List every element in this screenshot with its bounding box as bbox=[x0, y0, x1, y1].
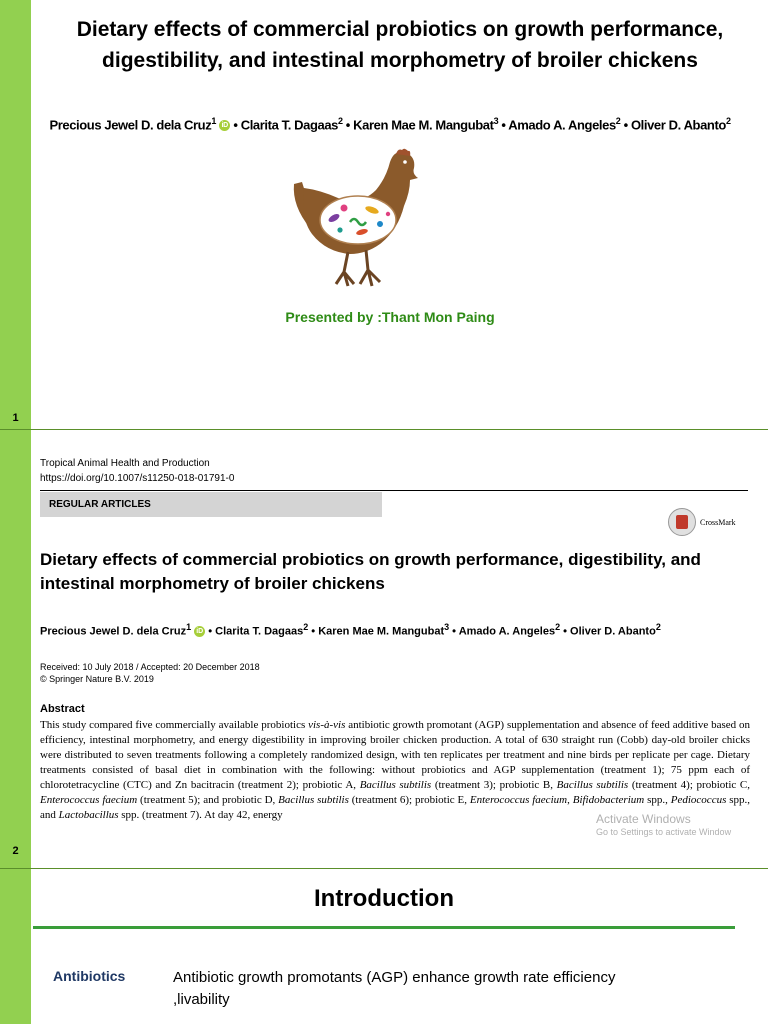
author-separator: • bbox=[205, 625, 216, 638]
title-underline bbox=[33, 926, 735, 929]
section-band: REGULAR ARTICLES bbox=[40, 492, 382, 517]
author-separator: • bbox=[342, 117, 354, 133]
slide-number: 1 bbox=[12, 412, 19, 424]
article-title: Dietary effects of commercial probiotics on growth performance, digestibility, and intestinal morphometry of broiler chickens bbox=[40, 550, 701, 593]
author-separator: • bbox=[308, 625, 319, 638]
author-name: Clarita T. Dagaas bbox=[240, 117, 338, 133]
slide-2[interactable] bbox=[0, 430, 768, 868]
topic-text: Antibiotic growth promotants (AGP) enhance growth rate efficiency ,livability bbox=[173, 969, 616, 1008]
author-separator: • bbox=[498, 117, 509, 133]
received-dates: Received: 10 July 2018 / Accepted: 20 December 2018 bbox=[40, 662, 260, 672]
slide-number: 2 bbox=[12, 845, 19, 857]
author-name: Precious Jewel D. dela Cruz bbox=[49, 117, 212, 133]
header-rule bbox=[40, 490, 748, 491]
presenter-credit: Presented by :Thant Mon Paing bbox=[285, 309, 495, 325]
author-affiliation: 2 bbox=[655, 622, 661, 632]
crossmark-badge[interactable] bbox=[668, 508, 736, 536]
doi-link[interactable]: https://doi.org/10.1007/s11250-018-01791-0 bbox=[40, 473, 235, 484]
author-name: Karen Mae M. Mangubat bbox=[318, 625, 445, 638]
author-separator: • bbox=[620, 117, 631, 133]
slide-title: Introduction bbox=[314, 885, 454, 912]
chicken-illustration bbox=[290, 148, 420, 290]
author-separator: • bbox=[449, 625, 459, 638]
author-name: Amado A. Angeles bbox=[458, 625, 556, 638]
author-separator: • bbox=[560, 625, 571, 638]
watermark-subtitle: Go to Settings to activate Window bbox=[596, 827, 732, 837]
activation-watermark bbox=[596, 813, 731, 839]
microbe-icon bbox=[377, 221, 383, 227]
microbe-icon bbox=[337, 227, 342, 232]
abstract-body: This study compared five commercially available probiotics vis-à-vis antibiotic growth promotant (AGP) supplementation and absence of feed additive based on efficiency, intestinal morphometry, and energy digestibility in improving broiler chicken production. A total of 630 straight run (Cobb) day-old broiler chicks were distributed to seven treatments following a completely randomized design, with ten replicates per treatment and nine birds per replicate per cage. Dietary treatments consisted of basal diet in combination with the following: without probiotics and AGP supplementation (treatment 1); 75 ppm each of chlorotetracycline (CTC) and Zn bacitracin (treatment 2); probiotic A, Bacillus subtilis (treatment 3); probiotic B, Bacillus subtilis (treatment 4); probiotic C, Enterococcus faecium (treatment 5); and probiotic D, Bacillus subtilis (treatment 6); probiotic E, Enterococcus faecium, Bifidobacterium spp., Pediococcus spp., and Lactobacillus spp. (treatment 7). At day 42, energy bbox=[40, 719, 751, 821]
copyright-line: © Springer Nature B.V. 2019 bbox=[40, 674, 154, 684]
slide-title: Dietary effects of commercial probiotics on growth performance, digestibility, and intestinal morphometry of broiler chickens bbox=[76, 18, 724, 72]
author-name: Amado A. Angeles bbox=[508, 117, 616, 133]
microbe-icon bbox=[341, 205, 348, 212]
slide-1[interactable] bbox=[0, 0, 768, 429]
crossmark-label: CrossMark bbox=[700, 517, 736, 527]
journal-name: Tropical Animal Health and Production bbox=[40, 458, 210, 469]
author-affiliation: 2 bbox=[615, 116, 621, 126]
author-affiliation: 1 bbox=[211, 116, 216, 126]
topic-label: Antibiotics bbox=[53, 968, 126, 984]
orcid-icon[interactable]: iD bbox=[219, 120, 230, 131]
microbe-icon bbox=[386, 212, 390, 216]
author-affiliation: 2 bbox=[555, 622, 561, 632]
author-affiliation: 2 bbox=[725, 116, 731, 126]
author-name: Oliver D. Abanto bbox=[630, 117, 726, 133]
author-name: Clarita T. Dagaas bbox=[215, 625, 304, 638]
author-affiliation: 2 bbox=[303, 622, 309, 632]
author-affiliation: 1 bbox=[186, 622, 192, 632]
author-name: Oliver D. Abanto bbox=[570, 625, 656, 638]
slide-gutter bbox=[0, 430, 31, 868]
slide-3[interactable] bbox=[0, 869, 768, 1024]
journal-header bbox=[40, 456, 234, 486]
crossmark-icon bbox=[668, 508, 696, 536]
author-name: Karen Mae M. Mangubat bbox=[353, 117, 494, 133]
author-list bbox=[40, 116, 740, 132]
orcid-icon[interactable]: iD bbox=[196, 628, 204, 636]
author-affiliation: 2 bbox=[337, 116, 343, 126]
author-affiliation: 3 bbox=[493, 116, 499, 126]
abstract-heading: Abstract bbox=[40, 703, 85, 715]
author-name: Precious Jewel D. dela Cruz bbox=[40, 625, 187, 638]
author-list bbox=[40, 622, 760, 638]
watermark-title: Activate Windows bbox=[596, 812, 691, 826]
author-separator: • bbox=[230, 117, 241, 133]
slide-gutter bbox=[0, 0, 31, 429]
author-affiliation: 3 bbox=[444, 622, 450, 632]
article-meta bbox=[40, 661, 260, 685]
